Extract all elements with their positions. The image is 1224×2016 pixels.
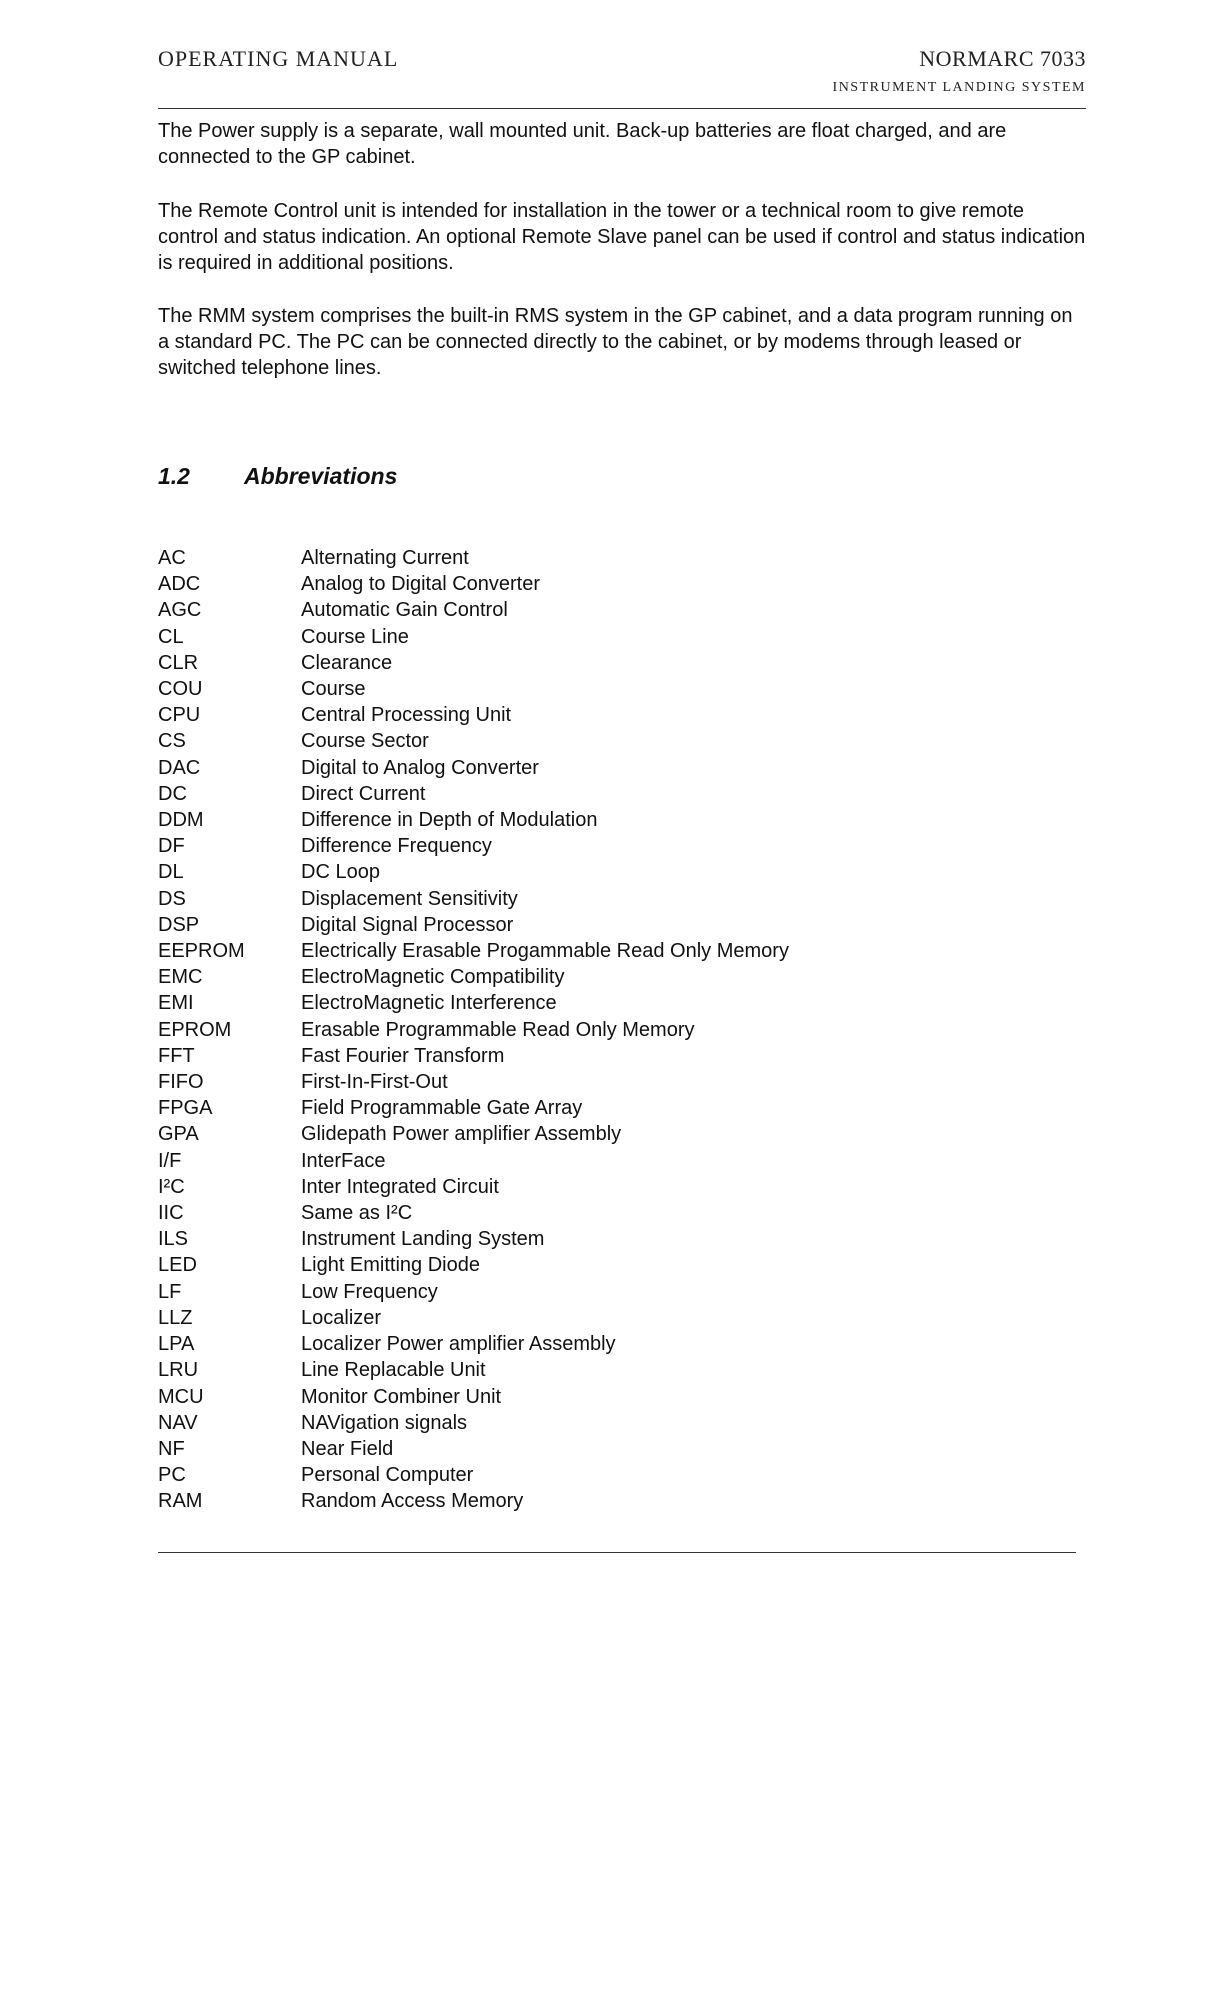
abbreviation-term: FIFO xyxy=(158,1071,204,1094)
abbreviation-definition: Course Line xyxy=(301,625,409,648)
abbreviation-definition: First-In-First-Out xyxy=(301,1071,448,1094)
abbreviation-row xyxy=(158,1462,1021,1488)
abbreviation-row xyxy=(158,1200,1021,1226)
abbreviation-row xyxy=(158,1488,1021,1514)
abbreviation-definition: Personal Computer xyxy=(301,1464,474,1487)
abbreviation-term: CS xyxy=(158,730,186,753)
paragraph-rmm-system: The RMM system comprises the built-in RMS system in the GP cabinet, and a data program running on a standard PC. The PC can be connected directly to the cabinet, or by modems through leased or switched telephone lines. xyxy=(158,305,1073,379)
abbreviation-row xyxy=(158,676,1021,702)
abbreviation-term: EMI xyxy=(158,992,194,1015)
abbreviation-row xyxy=(158,1305,1021,1331)
abbreviation-definition: Monitor Combiner Unit xyxy=(301,1385,502,1408)
abbreviation-row xyxy=(158,781,1021,807)
abbreviation-definition: InterFace xyxy=(301,1149,386,1172)
abbreviation-definition: Alternating Current xyxy=(301,547,469,569)
abbreviation-row xyxy=(158,886,1021,912)
abbreviation-term: LPA xyxy=(158,1333,195,1356)
abbreviation-row xyxy=(158,1331,1021,1357)
abbreviation-definition: Course Sector xyxy=(301,730,429,753)
abbreviation-row xyxy=(158,545,1021,571)
abbreviation-row xyxy=(158,990,1021,1016)
product-name: NORMARC 7033 xyxy=(919,46,1086,71)
abbreviation-row xyxy=(158,650,1021,676)
abbreviation-row xyxy=(158,1357,1021,1383)
abbreviation-definition: Localizer Power amplifier Assembly xyxy=(301,1333,616,1356)
abbreviation-row xyxy=(158,833,1021,859)
abbreviation-row xyxy=(158,1226,1021,1252)
abbreviation-row xyxy=(158,1017,1021,1043)
abbreviation-row xyxy=(158,1252,1021,1278)
abbreviation-definition: Digital to Analog Converter xyxy=(301,756,539,779)
abbreviation-term: DSP xyxy=(158,913,200,936)
abbreviation-term: EPROM xyxy=(158,1018,232,1041)
abbreviation-definition: Erasable Programmable Read Only Memory xyxy=(301,1018,695,1041)
abbreviation-term: DL xyxy=(158,861,184,884)
abbreviation-row xyxy=(158,1279,1021,1305)
abbreviation-term: CPU xyxy=(158,704,201,727)
abbreviation-term: AC xyxy=(158,547,186,569)
abbreviation-term: EEPROM xyxy=(158,940,245,963)
running-header-right xyxy=(833,46,1086,96)
abbreviation-row xyxy=(158,859,1021,885)
abbreviation-term: AGC xyxy=(158,599,202,622)
abbreviation-definition: Central Processing Unit xyxy=(301,704,512,727)
abbreviation-row xyxy=(158,624,1021,650)
abbreviation-term: DAC xyxy=(158,756,201,779)
abbreviation-row xyxy=(158,807,1021,833)
abbreviation-definition: Inter Integrated Circuit xyxy=(301,1175,499,1198)
abbreviation-definition: Field Programmable Gate Array xyxy=(301,1097,583,1120)
abbreviation-definition: Light Emitting Diode xyxy=(301,1254,480,1277)
abbreviation-row xyxy=(158,964,1021,990)
abbreviation-row xyxy=(158,938,1021,964)
paragraph-remote-control: The Remote Control unit is intended for installation in the tower or a technical room to give remote control and status indication. An optional Remote Slave panel can be used if control and status indication is required in additional positions. xyxy=(158,200,1086,274)
abbreviation-term: IIC xyxy=(158,1202,184,1225)
abbreviation-row xyxy=(158,1095,1021,1121)
abbreviation-definition: Near Field xyxy=(301,1437,394,1460)
abbreviation-row xyxy=(158,1121,1021,1147)
abbreviation-definition: ElectroMagnetic Compatibility xyxy=(301,966,565,989)
abbreviation-term: LF xyxy=(158,1280,182,1303)
abbreviation-term: FFT xyxy=(158,1044,195,1067)
product-subtitle: INSTRUMENT LANDING SYSTEM xyxy=(832,80,1086,95)
section-title: Abbreviations xyxy=(244,463,398,489)
abbreviation-definition: Displacement Sensitivity xyxy=(301,887,518,910)
header-divider xyxy=(158,108,1086,109)
abbreviation-term: ILS xyxy=(158,1228,189,1251)
abbreviation-term: I/F xyxy=(158,1149,182,1172)
abbreviation-term: LED xyxy=(158,1254,197,1277)
abbreviation-definition: Clearance xyxy=(301,651,393,674)
section-number: 1.2 xyxy=(158,463,190,489)
abbreviation-definition: Digital Signal Processor xyxy=(301,913,514,936)
abbreviation-term: EMC xyxy=(158,966,203,989)
abbreviation-term: COU xyxy=(158,678,203,701)
abbreviation-definition: Instrument Landing System xyxy=(301,1228,545,1251)
paragraph-power-supply: The Power supply is a separate, wall mounted unit. Back-up batteries are float charged, and are connected to the GP cabinet. xyxy=(158,120,1007,168)
abbreviation-row xyxy=(158,702,1021,728)
abbreviation-row xyxy=(158,1069,1021,1095)
abbreviation-row xyxy=(158,1436,1021,1462)
abbreviation-row xyxy=(158,597,1021,623)
abbreviation-term: NF xyxy=(158,1437,185,1460)
abbreviation-definition: Difference Frequency xyxy=(301,835,492,858)
abbreviation-term: DDM xyxy=(158,809,204,832)
abbreviation-row xyxy=(158,755,1021,781)
abbreviation-term: FPGA xyxy=(158,1097,213,1120)
abbreviation-term: RAM xyxy=(158,1490,203,1513)
abbreviation-row xyxy=(158,1043,1021,1069)
running-header-left: OPERATING MANUAL xyxy=(158,46,399,71)
abbreviation-term: I²C xyxy=(158,1175,185,1198)
abbreviation-term: NAV xyxy=(158,1411,198,1434)
footer-divider xyxy=(158,1552,1076,1553)
abbreviation-definition: Glidepath Power amplifier Assembly xyxy=(301,1123,622,1146)
abbreviation-definition: DC Loop xyxy=(301,861,380,884)
abbreviation-row xyxy=(158,1384,1021,1410)
abbreviation-definition: Low Frequency xyxy=(301,1280,438,1303)
abbreviation-term: DF xyxy=(158,835,185,858)
abbreviation-term: CL xyxy=(158,625,184,648)
section-heading xyxy=(158,463,397,490)
abbreviation-definition: NAVigation signals xyxy=(301,1411,468,1434)
abbreviation-term: MCU xyxy=(158,1385,204,1408)
abbreviation-row xyxy=(158,1148,1021,1174)
abbreviation-row xyxy=(158,728,1021,754)
abbreviation-definition: Course xyxy=(301,678,366,701)
abbreviation-definition: Fast Fourier Transform xyxy=(301,1044,505,1067)
abbreviation-definition: ElectroMagnetic Interference xyxy=(301,992,557,1015)
abbreviation-term: DS xyxy=(158,887,186,910)
abbreviation-term: GPA xyxy=(158,1123,199,1146)
abbreviation-term: CLR xyxy=(158,651,199,674)
abbreviation-row xyxy=(158,912,1021,938)
abbreviation-row xyxy=(158,571,1021,597)
abbreviation-definition: Random Access Memory xyxy=(301,1490,524,1513)
abbreviation-term: DC xyxy=(158,782,187,805)
abbreviation-definition: Direct Current xyxy=(301,782,426,805)
abbreviation-term: PC xyxy=(158,1464,186,1487)
abbreviations-list xyxy=(158,545,1021,1515)
abbreviation-definition: Difference in Depth of Modulation xyxy=(301,809,598,832)
abbreviation-definition: Analog to Digital Converter xyxy=(301,573,541,596)
abbreviation-term: LRU xyxy=(158,1359,199,1382)
abbreviation-row xyxy=(158,1174,1021,1200)
abbreviation-definition: Same as I²C xyxy=(301,1202,413,1225)
abbreviation-term: ADC xyxy=(158,573,201,596)
abbreviation-definition: Line Replacable Unit xyxy=(301,1359,486,1382)
abbreviation-definition: Automatic Gain Control xyxy=(301,599,508,622)
abbreviation-definition: Localizer xyxy=(301,1306,382,1329)
abbreviation-row xyxy=(158,1410,1021,1436)
abbreviation-term: LLZ xyxy=(158,1306,193,1329)
abbreviation-definition: Electrically Erasable Progammable Read Only Memory xyxy=(301,940,789,963)
